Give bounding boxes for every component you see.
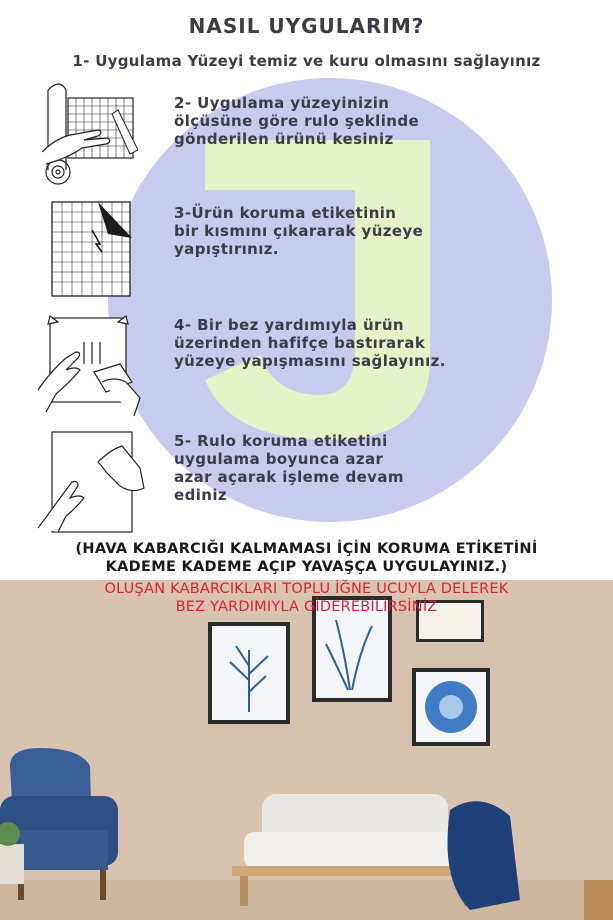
step-1-text: 1- Uygulama Yüzeyi temiz ve kuru olmasını sağlayınız	[72, 52, 541, 70]
warning-note: (HAVA KABARCIĞI KALMAMASI İÇİN KORUMA ETİKETİNİ KADEME KADEME AÇIP YAVAŞÇA UYGULAYINIZ.)	[75, 541, 538, 575]
bubble-tip-text: OLUŞAN KABARCIKLARI TOPLU İĞNE UCUYLA DELEREK BEZ YARDIMIYLA GİDEREBİLİRSİNİZ	[104, 581, 509, 615]
frame-tree-art	[208, 622, 290, 724]
step-5-text: 5- Rulo koruma etiketini uygulama boyunca azar azar açarak işleme devam ediniz	[174, 432, 404, 504]
step-2-text: 2- Uygulama yüzeyinizin ölçüsüne göre rulo şeklinde gönderilen ürünü kesiniz	[174, 94, 420, 148]
basket	[584, 880, 613, 920]
press-cloth-icon	[36, 312, 146, 422]
room-photo	[0, 580, 613, 920]
roll-cutting-icon	[38, 80, 138, 188]
step-3-text: 3-Ürün koruma etiketinin bir kısmını çıkararak yüzeye yapıştırınız.	[174, 204, 424, 258]
step-4-text: 4- Bir bez yardımıyla ürün üzerinden hafifçe bastırarak yüzeye yapışmasını sağlayınız.	[174, 316, 446, 370]
peel-label-icon	[50, 200, 135, 300]
smooth-sheet-icon	[36, 428, 146, 536]
page-title: NASIL UYGULARIM?	[188, 14, 425, 38]
frame-jellyfish-art	[412, 668, 490, 746]
